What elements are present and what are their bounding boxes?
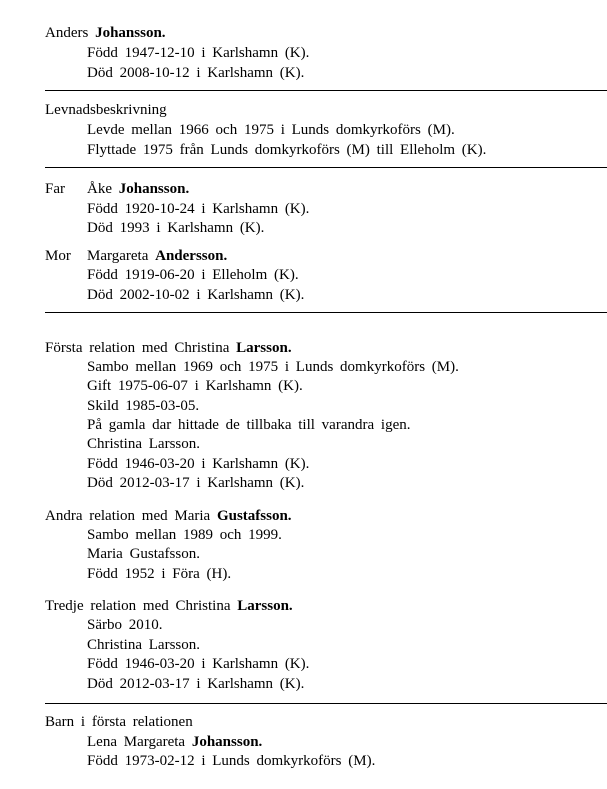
father-last-name: Johansson. (118, 181, 190, 197)
biography-line: Flyttade 1975 från Lunds domkyrkoförs (M) till Elleholm (K). (87, 142, 487, 158)
mother-role: Mor (45, 248, 71, 264)
relation3-line: Född 1946-03-20 i Karlshamn (K). (87, 656, 310, 672)
divider (45, 90, 607, 91)
relation1-line: Christina Larsson. (87, 436, 200, 452)
father-born: Född 1920-10-24 i Karlshamn (K). (87, 201, 310, 217)
father-died: Död 1993 i Karlshamn (K). (87, 220, 265, 236)
relation2-line: Sambo mellan 1989 och 1999. (87, 527, 282, 543)
child-last-name: Johansson. (191, 734, 263, 750)
relation1-line: Gift 1975-06-07 i Karlshamn (K). (87, 378, 303, 394)
mother-died: Död 2002-10-02 i Karlshamn (K). (87, 287, 305, 303)
relation3-partner-last-name: Larsson. (237, 598, 293, 614)
relation1-heading (45, 339, 292, 357)
relation1-line: Död 2012-03-17 i Karlshamn (K). (87, 475, 305, 491)
father-role: Far (45, 181, 65, 197)
relation2-line: Maria Gustafsson. (87, 546, 200, 562)
relation1-line: På gamla dar hittade de tillbaka till varandra igen. (87, 417, 411, 433)
father-name (87, 180, 189, 198)
relation1-line: Skild 1985-03-05. (87, 398, 200, 414)
relation2-heading (45, 507, 292, 525)
child-first-names: Lena Margareta (87, 734, 186, 750)
relation1-line: Sambo mellan 1969 och 1975 i Lunds domkyrkoförs (M). (87, 359, 459, 375)
biography-line: Levde mellan 1966 och 1975 i Lunds domkyrkoförs (M). (87, 122, 455, 138)
children-heading: Barn i första relationen (45, 714, 193, 730)
mother-name (87, 247, 227, 265)
father-first-name: Åke (87, 181, 112, 197)
person-last-name: Johansson. (95, 25, 166, 41)
relation3-heading (45, 597, 293, 615)
person-first-name: Anders (45, 25, 89, 41)
relation1-heading-prefix: Första relation med Christina (45, 340, 230, 356)
mother-first-name: Margareta (87, 248, 149, 264)
person-name (45, 24, 166, 42)
relation3-line: Död 2012-03-17 i Karlshamn (K). (87, 676, 305, 692)
relation3-line: Särbo 2010. (87, 617, 163, 633)
mother-born: Född 1919-06-20 i Elleholm (K). (87, 267, 299, 283)
child-born: Född 1973-02-12 i Lunds domkyrkoförs (M). (87, 753, 376, 769)
child-name (87, 733, 262, 751)
biography-heading: Levnadsbeskrivning (45, 102, 167, 118)
person-born: Född 1947-12-10 i Karlshamn (K). (87, 45, 310, 61)
person-died: Död 2008-10-12 i Karlshamn (K). (87, 65, 305, 81)
relation1-partner-last-name: Larsson. (236, 340, 292, 356)
relation3-line: Christina Larsson. (87, 637, 200, 653)
relation3-heading-prefix: Tredje relation med Christina (45, 598, 231, 614)
relation2-heading-prefix: Andra relation med Maria (45, 508, 211, 524)
mother-last-name: Andersson. (155, 248, 228, 264)
relation2-line: Född 1952 i Föra (H). (87, 566, 232, 582)
relation1-line: Född 1946-03-20 i Karlshamn (K). (87, 456, 310, 472)
relation2-partner-last-name: Gustafsson. (216, 508, 292, 524)
divider (45, 167, 607, 168)
divider (45, 703, 607, 704)
divider (45, 312, 607, 313)
